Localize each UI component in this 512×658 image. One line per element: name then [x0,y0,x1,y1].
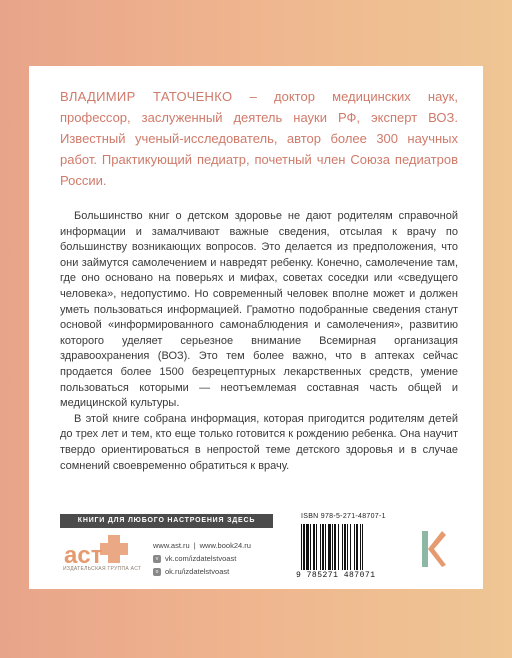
vk-row [153,552,251,565]
barcode-bar [334,524,336,570]
barcode-bar [362,524,363,570]
vk-icon: v [153,555,161,563]
barcode-bar [338,524,339,570]
barcode-image [299,524,399,570]
publisher-banner: КНИГИ ДЛЯ ЛЮБОГО НАСТРОЕНИЯ ЗДЕСЬ [60,514,273,528]
ast-logo [62,533,162,591]
barcode-bar [342,524,343,570]
publisher-links [153,539,251,578]
barcode-digits: 9 785271 487071 [296,571,376,580]
book-description [60,209,458,474]
barcode-bar [310,524,311,570]
barcode-bar [303,524,305,570]
publisher-caption: ИЗДАТЕЛЬСКАЯ ГРУППА АСТ [63,566,142,572]
ast-logo-text: аст [64,542,103,569]
barcode-bar [332,524,333,570]
author-bio-text: – доктор медицинских наук, профессор, заслуженный деятель науки РФ, эксперт ВОЗ. Известный ученый-исследователь, автор более 300 научных работ. Практикующий педиатр, почетный член Союза педиатров России. [60,89,458,188]
book24-site-link[interactable]: www.book24.ru [199,541,251,550]
ok-link[interactable]: ok.ru/izdatelstvoast [165,567,230,576]
website-row [153,539,251,552]
barcode-bar [320,524,321,570]
barcode-bar [356,524,358,570]
barcode-bar [325,524,326,570]
barcode-bar [354,524,355,570]
barcode-bar [301,524,302,570]
barcode-bar [344,524,346,570]
author-bio [60,86,458,191]
barcode-bar [328,524,331,570]
ok-row [153,565,251,578]
barcode-bar [306,524,309,570]
ast-site-link[interactable]: www.ast.ru [153,541,190,550]
barcode-bar [347,524,348,570]
barcode-bar [313,524,315,570]
description-paragraph-1: Большинство книг о детском здоровье не дают родителям справочной информации и замалчивают важные сведения, отсылая к врачу по большинству возникающих вопросов. Это делается из предположения, что они займутся самолечением и навредят ребенку. Конечно, самолечение там, где оно основано на поверьях и мифах, советах соседки или «сведущего человека», недопустимо. Но современный человек вполне может и должен уметь пользоваться информацией. Грамотно подобранные сведения станут основой «информированного самонаблюдения и самолечения», развитию которого уделяет серьезное внимание Всемирная организация здравоохранения (ВОЗ). Это тем более важно, что в аптеках сейчас продается более 1500 безрецептурных лекарственных средств, умение пользоваться которыми — неотъемлемая составная часть общей и медицинской культуры. [60,210,458,410]
link-separator: | [193,541,196,550]
author-name: ВЛАДИМИР ТАТОЧЕНКО [60,89,233,104]
barcode-bar [350,524,351,570]
barcode-bar [360,524,361,570]
barcode-bar [316,524,317,570]
vk-link[interactable]: vk.com/izdatelstvoast [165,554,237,563]
book-club-logo [418,527,448,571]
isbn-label: ISBN 978-5-271-48707-1 [301,513,386,520]
ok-icon: o [153,568,161,576]
barcode-bar [322,524,324,570]
description-paragraph-2: В этой книге собрана информация, которая пригодится родителям детей до трех лет и тем, кто еще только готовится к рождению ребенка. Она научит твердо ориентироваться в непростой теме детского здоровья и в случае сомнений своевременно обратиться к врачу. [60,412,458,472]
